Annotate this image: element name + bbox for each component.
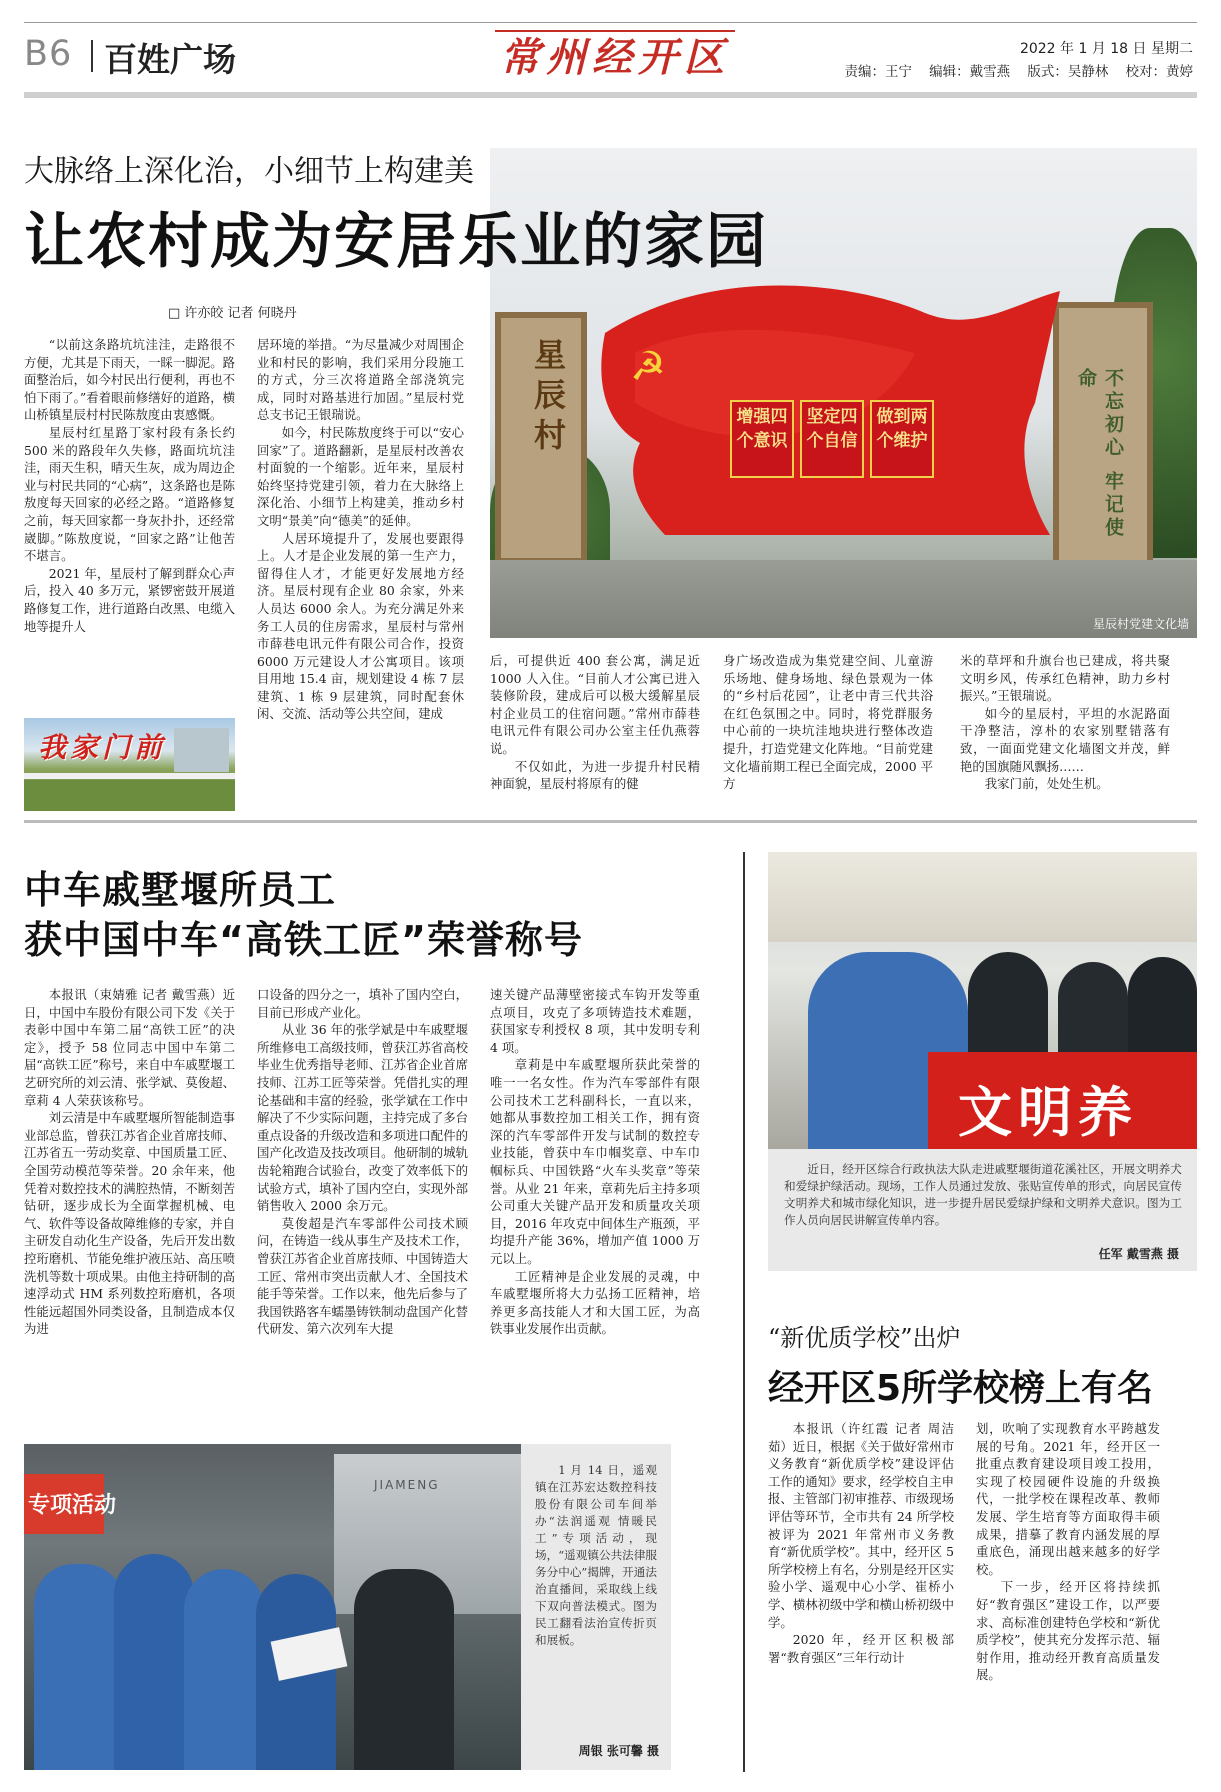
my-home-banner-photo bbox=[24, 718, 235, 811]
paragraph: 刘云清是中车戚墅堰所智能制造事业部总监，曾获江苏省企业首席技师、江苏省五一劳动奖章、中国质量工匠、全国劳动模范等荣誉。20 余年来，他凭着对数控技术的满腔热情，不断刻苦钻研，逐步成长为全面掌握机械、电气、软件等设备故障维修的专家，并自主研发自动化生产设备，先后开发出数控珩磨机、节能免维护液压站、高压喷洗机等数十项成果。由他主持研制的高速浮动式 HM 系列数控珩磨机，各项性能远超国外同类设备，且制造成本仅为进 bbox=[24, 1110, 235, 1337]
paper-title: 常州经开区 bbox=[500, 34, 730, 81]
building bbox=[174, 728, 229, 772]
story1-kicker: 大脉络上深化治，小细节上构建美 bbox=[24, 154, 474, 189]
machine-brand: JIAMENG bbox=[374, 1478, 440, 1492]
story1-column-2 bbox=[257, 336, 464, 811]
storefront bbox=[768, 852, 1197, 942]
story1-column-4 bbox=[723, 652, 933, 812]
paragraph: 划，吹响了实现教育水平跨越发展的号角。2021 年，经开区一批重点教育建设项目竣工投用，实现了校园硬件设施的升级换代，一批学校在课程改革、教师发展、学生培育等方面取得丰硕成果，措摹了教育内涵发展的厚重底色，涌现出越来越多的好学校。 bbox=[976, 1421, 1160, 1577]
official bbox=[354, 1569, 454, 1770]
paragraph: 身广场改造成为集党建空间、儿童游乐场地、健身场地、绿色景观为一体的“乡村后花园”，让老中青三代共浴在红色氛围之中。同时，将党群服务中心前的一块坑洼地块进行整体改造提升，打造党建文化阵地。“目前党建文化墙前期工程已全面完成，2000 平方 bbox=[723, 653, 933, 792]
section-title: 百姓广场 bbox=[104, 40, 236, 79]
right-photo-credit: 任军 戴雪燕 摄 bbox=[1098, 1247, 1179, 1261]
paragraph: 如今的星辰村，平坦的水泥路面干净整洁，淳朴的农家别墅错落有致，一面面党建文化墙图文并茂，鲜艳的国旗随风飘扬…… bbox=[960, 705, 1170, 774]
date-line: 2022 年 1 月 18 日 星期二 bbox=[1019, 41, 1193, 57]
story3-column-1 bbox=[768, 1420, 954, 1772]
vertical-divider bbox=[743, 852, 745, 1772]
stone-pillar-left bbox=[495, 312, 587, 564]
story1-column-3 bbox=[490, 652, 700, 812]
story2-headline-2: 获中国中车“高铁工匠”荣誉称号 bbox=[24, 918, 583, 962]
stone-pillar-right bbox=[1053, 302, 1153, 566]
story2-column-1 bbox=[24, 986, 235, 1421]
paragraph: 本报讯（许红霞 记者 周洁茹）近日，根据《关于做好常州市义务教育“新优质学校”建设评估工作的通知》要求，经学校自主申报、主管部门初审推荐、市级现场评估等环节，全市共有 24 所学校被评为 2021 年常州市义务教育“新优质学校”。其中，经开区 5 所学校榜上有名，分别是经开区实验小学、遥观中心小学、崔桥小学、横林初级中学和横山桥初级中学。 bbox=[768, 1421, 954, 1630]
lawn bbox=[24, 780, 235, 811]
story3-kicker: “新优质学校”出炉 bbox=[768, 1324, 961, 1352]
section-divider bbox=[24, 820, 1197, 823]
paragraph: 不仅如此，为进一步提升村民精神面貌，星辰村将原有的健 bbox=[490, 758, 700, 792]
paragraph: 我家门前，处处生机。 bbox=[984, 776, 1109, 792]
slogan-panel-3: 做到两个维护 bbox=[870, 400, 934, 478]
red-table-banner bbox=[928, 1052, 1197, 1149]
worker-1 bbox=[34, 1564, 124, 1770]
plaza-ground bbox=[490, 560, 1197, 638]
right-photo-caption-box bbox=[768, 1149, 1197, 1271]
story1-headline: 让农村成为安居乐业的家园 bbox=[24, 207, 768, 277]
right-photo-caption: 近日，经开区综合行政执法大队走进戚墅堰街道花溪社区，开展文明养犬和爱绿护绿活动。现场，工作人员通过发放、张贴宣传单的形式，向居民宣传文明养犬和城市绿化知识，进一步提升居民爱绿护绿和文明养犬意识。图为工作人员向居民讲解宣传单内容。 bbox=[784, 1162, 1182, 1227]
story1-byline: □ 许亦皎 记者 何晓丹 bbox=[168, 306, 297, 321]
paragraph: 口设备的四分之一，填补了国内空白，目前已形成产业化。 bbox=[257, 987, 468, 1020]
story1-column-5 bbox=[960, 652, 1170, 812]
paragraph: 本报讯（束婧雅 记者 戴雪燕）近日，中国中车股份有限公司下发《关于表彰中国中车第二届“高铁工匠”的决定》，授予 58 位同志中国中车第二届“高铁工匠”称号，来自中车戚墅堰工艺研究所的刘云清、张学斌、莫俊超、章莉 4 人荣获该称号。 bbox=[24, 987, 235, 1108]
story3-headline: 经开区5所学校榜上有名 bbox=[768, 1368, 1154, 1409]
slogan-panel-2: 坚定四个自信 bbox=[800, 400, 864, 478]
paragraph: 居环境的举措。“为尽量减少对周围企业和村民的影响，我们采用分段施工的方式，分三次将道路全部浇筑完成，同时对路基进行加固。”星辰村党总支书记王银瑞说。 bbox=[257, 337, 464, 423]
hammer-sickle-icon: ☭ bbox=[630, 344, 666, 390]
paragraph: 如今，村民陈敖度终于可以“安心回家”了。道路翻新，是星辰村改善农村面貌的一个缩影。近年来，星辰村始终坚持党建引领，着力在大脉络上深化治、小细节上构建美，推动乡村文明“景美”向“德美”的延伸。 bbox=[257, 424, 464, 528]
worker-3 bbox=[184, 1569, 264, 1770]
story2-headline-1: 中车戚墅堰所员工 bbox=[24, 868, 337, 912]
paragraph: 从业 36 年的张学斌是中车戚墅堰所维修电工高级技师，曾获江苏省高校毕业生优秀指导老师、江苏省企业首席技师、江苏工匠等荣誉。凭借扎实的理论基础和丰富的经验，张学斌在工作中解决了不少实际问题，主持完成了多台重点设备的升级改造和多项进口配件的国产化改造及技改项目。他研制的城轨齿轮箱跑合试验台，改变了效率低下的试验方式，填补了国内空白，实现外部销售收入 2000 余万元。 bbox=[257, 1022, 468, 1214]
paragraph: 米的草坪和升旗台也已建成，将共聚文明乡风，传承红色精神，助力乡村振兴。”王银瑞说。 bbox=[960, 653, 1170, 704]
paragraph: 章莉是中车戚墅堰所获此荣誉的唯一一名女性。作为汽车零部件有限公司技术工艺科副科长，一直以来，她都从事数控加工相关工作，拥有资深的汽车零部件开发与试制的数控专业技能，曾获中车巾帼奖章、中车巾帼标兵、中国铁路“火车头奖章”等荣誉。从业 21 年来，章莉先后主持多项公司重大关键产品开发和质量攻关项目，2016 年攻克中间体生产瓶颈，平均提升产能 36%，增加产值 1000 万元以上。 bbox=[490, 1057, 700, 1266]
editor-credits: 责编：王宁 编辑：戴雪燕 版式：吴静林 校对：黄婷 bbox=[844, 64, 1193, 80]
banner-text: 专项活动 bbox=[28, 1493, 117, 1518]
photo-caption: 星辰村党建文化墙 bbox=[1092, 617, 1189, 631]
story2-column-2 bbox=[257, 986, 468, 1421]
story3-column-2 bbox=[976, 1420, 1160, 1772]
masthead-logo-frame bbox=[495, 30, 735, 84]
paragraph: 后，可提供近 400 套公寓，满足近 1000 人入住。“目前人才公寓已进入装修阶段，建成后可以极大缓解星辰村企业员工的住宿问题。”常州市薛巷电讯元件有限公司办公室主任仇燕蓉说。 bbox=[490, 653, 700, 756]
my-home-label: 我家门前 bbox=[38, 731, 167, 764]
masthead-bar bbox=[24, 92, 1197, 98]
pillar-left-text: 星辰村 bbox=[529, 338, 567, 458]
paragraph: 2020 年，经开区积极部署“教育强区”三年行动计 bbox=[768, 1632, 954, 1665]
paragraph: 人居环境提升了，发展也要跟得上。人才是企业发展的第一生产力，留得住人才，才能更好发展地方经济。星辰村现有企业 80 余家，外来人员达 6000 余人。为充分满足外来务工人员的住房需求，星辰村与常州市薛巷电讯元件有限公司合作，投资 6000 万元建设人才公寓项目。该项目用地 15.4 亩，规划建设 4 栋 7 层建筑、1 栋 9 层建筑，同时配套休闲、交流、活动等公共空间，建成 bbox=[257, 530, 464, 722]
red-banner bbox=[24, 1474, 117, 1534]
road-stripe bbox=[24, 773, 235, 779]
paragraph: 星辰村红星路丁家村段有条长约 500 米的路段年久失修，路面坑坑洼洼，雨天生积，晴天生灰，成为周边企业与村民共同的“心病”，这条路也是陈敖度每天回家的必经之路。“道路修复之前，每天回家都一身灰扑扑，还经常崴脚。”陈敖度说，“回家之路”让他苦不堪言。 bbox=[24, 424, 235, 564]
story1-column-1 bbox=[24, 336, 235, 731]
paragraph: 2021 年，星辰村了解到群众心声后，投入 40 多万元，紧锣密鼓开展道路修复工作，进行道路白改黑、电缆入地等提升人 bbox=[24, 565, 235, 634]
paragraph: 工匠精神是企业发展的灵魂，中车戚墅堰所将大力弘扬工匠精神，培养更多高技能人才和大国工匠，为高铁事业发展作出贡献。 bbox=[490, 1268, 700, 1337]
paragraph: 速关键产品薄壁密接式车钩开发等重点项目，攻克了多项铸造技术难题，获国家专利授权 8 项，其中发明专利 4 项。 bbox=[490, 987, 700, 1055]
story2-column-3 bbox=[490, 986, 700, 1421]
page-code: B6 bbox=[24, 34, 73, 74]
paragraph: 下一步，经开区将持续抓好“教育强区”建设工作，以严要求、高标准创建特色学校和“新优质学校”，使其充分发挥示范、辐射作用，推动经开教育高质量发展。 bbox=[976, 1579, 1160, 1683]
paragraph: “以前这条路坑坑洼洼，走路很不方便，尤其是下雨天，一睬一脚泥。路面整治后，如今村民出行便利，再也不怕下雨了。”看着眼前修缮好的道路，横山桥镇星辰村村民陈敖度由衷感慨。 bbox=[24, 337, 235, 423]
worker-2 bbox=[114, 1554, 194, 1770]
bottom-photo-caption: 1 月 14 日，遥观镇在江苏宏达数控科技股份有限公司车间举办“法润遥观 情暖民工”专项活动，现场，“遥观镇公共法律服务分中心”揭牌，开通法治直播间，采取线上线下双向普法模式。图为民工翻看法治宣传折页和展板。 bbox=[535, 1463, 657, 1647]
top-rule bbox=[24, 22, 1197, 23]
paragraph: 莫俊超是汽车零部件公司技术顾问，在铸造一线从事生产及技术工作，曾获江苏省企业首席技师、中国铸造大工匠、常州市突出贡献人才、全国技术能手等荣誉。工作以来，他先后参与了我国铁路客车蠕墨铸铁制动盘国产化替代研发、第六次列车大提 bbox=[257, 1215, 468, 1337]
banner-text: 文明养 bbox=[958, 1080, 1138, 1144]
workshop-photo bbox=[24, 1444, 521, 1770]
civilized-pets-photo bbox=[768, 852, 1197, 1149]
bottom-photo-credit: 周银 张可馨 摄 bbox=[578, 1744, 659, 1758]
masthead-divider bbox=[91, 40, 93, 72]
slogan-panel-1: 增强四个意识 bbox=[730, 400, 794, 478]
bottom-photo-caption-box bbox=[521, 1444, 671, 1770]
pillar-right-text: 不忘初心 牢记使命 bbox=[1075, 368, 1124, 540]
